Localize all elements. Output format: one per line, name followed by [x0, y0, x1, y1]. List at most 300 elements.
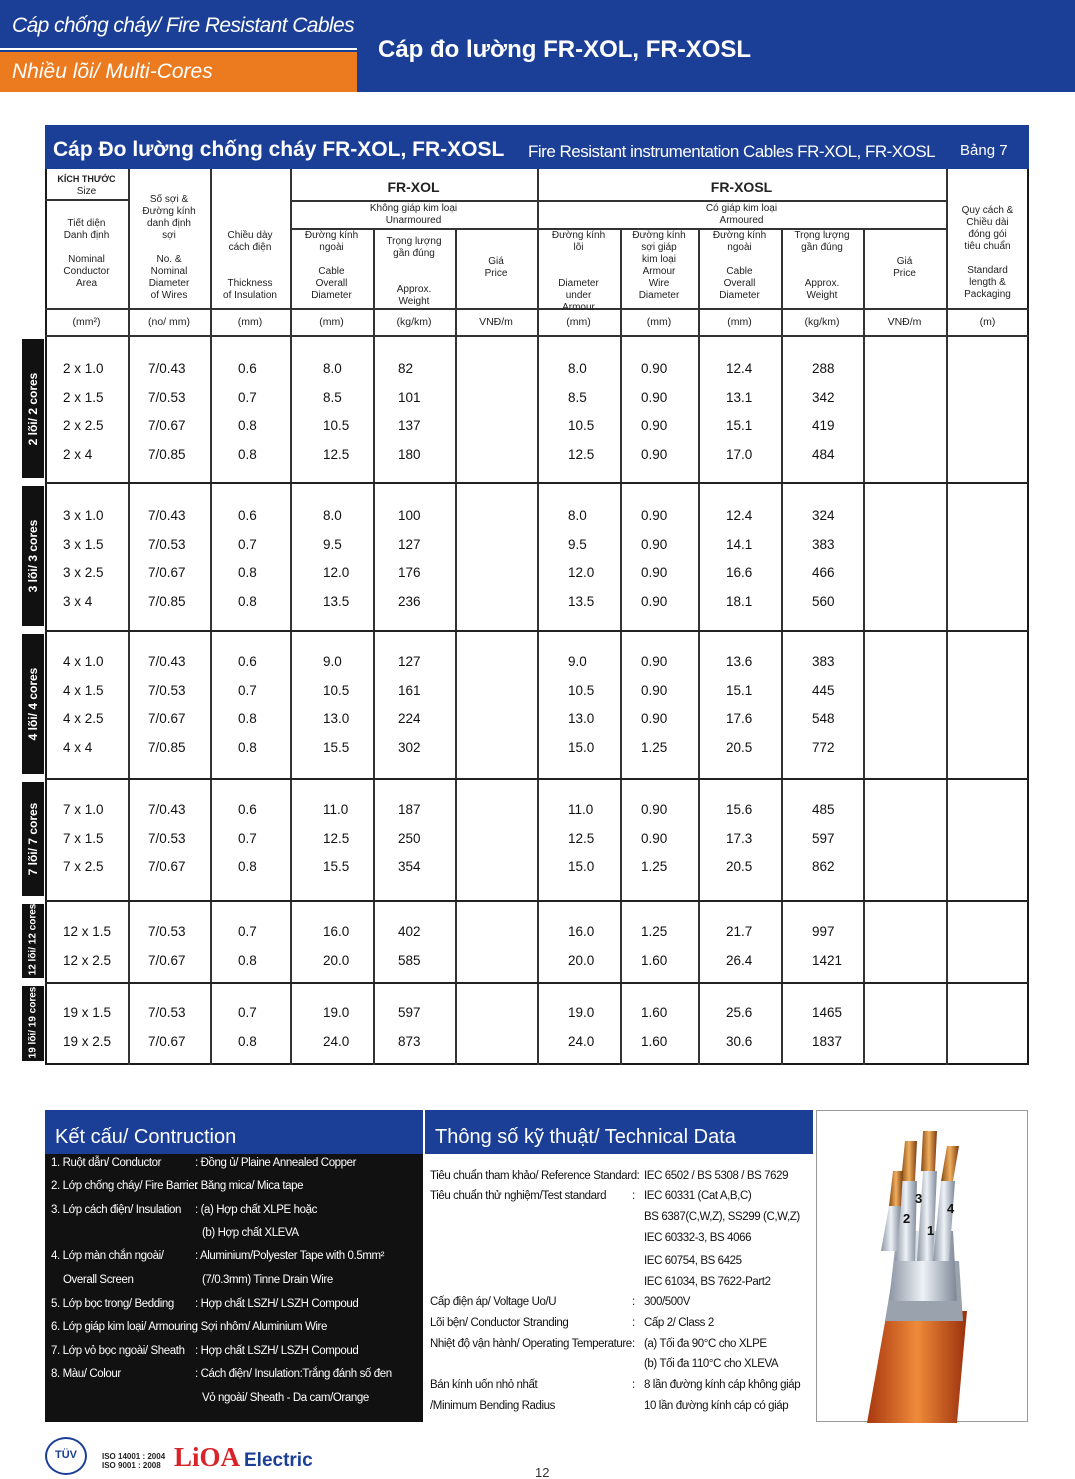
table-cell: 2 x 4: [63, 446, 93, 462]
header-text: tiêu chuẩn: [964, 241, 1011, 252]
header-text: [946, 253, 1029, 265]
header-text: Weight: [398, 296, 430, 307]
header-text: Conductor: [63, 266, 110, 277]
table-cell: 0.90: [641, 446, 668, 462]
header-text: ngoài: [727, 242, 752, 253]
unit-label: (mm²): [72, 316, 101, 328]
table-cell: 15.0: [568, 739, 595, 755]
table-cell: 24.0: [323, 1033, 350, 1049]
header-text: Overall: [723, 278, 756, 289]
header-text: Diameter: [311, 290, 352, 301]
header-text: Đường kính: [142, 206, 196, 217]
table-cell: 342: [812, 389, 835, 405]
tuv-text: TÜV: [55, 1449, 77, 1461]
table-cell: 324: [812, 508, 835, 523]
table-cell: 16.0: [323, 924, 350, 939]
construction-value: : Sợi nhôm/ Aluminium Wire: [195, 1321, 327, 1333]
table-cell: 7/0.53: [148, 682, 186, 698]
table-cell: 1.25: [641, 739, 668, 755]
table-cell: 862: [812, 859, 835, 875]
construction-item: 2. Lớp chống cháy/ Fire Barrier: [51, 1180, 198, 1192]
table-cell: 19 x 2.5: [63, 1033, 112, 1049]
group-label: 2 lõi/ 2 cores: [26, 372, 40, 445]
table-cell: 18.1: [726, 593, 753, 609]
table-cell: 7 x 1.0: [63, 802, 104, 817]
technical-value: BS 6387(C,W,Z), SS299 (C,W,Z): [644, 1211, 800, 1223]
table-cell: 15.5: [323, 859, 350, 875]
table-cell: 17.6: [726, 711, 753, 727]
unit-label: (mm): [237, 316, 263, 328]
lioa-electric: Electric: [244, 1450, 313, 1471]
table-cell: 7 x 1.5: [63, 830, 104, 846]
table-cell: 4 x 2.5: [63, 711, 104, 727]
table-cell: 597: [398, 1005, 421, 1020]
header-text: Approx.: [804, 278, 840, 289]
technical-value: 300/500V: [644, 1296, 691, 1308]
header-text: [210, 254, 290, 266]
table-cell: 0.90: [641, 508, 668, 523]
table-cell: 127: [398, 536, 421, 552]
group-divider: [45, 482, 1029, 484]
table-cell: 9.5: [323, 536, 342, 552]
column-divider: [373, 228, 375, 1065]
header-text: Unarmoured: [385, 215, 442, 226]
construction-item: 1. Ruột dẫn/ Conductor: [51, 1157, 162, 1169]
table-cell: 0.8: [238, 593, 257, 609]
table-cell: 7/0.53: [148, 924, 186, 939]
header-text: Đường kính: [304, 230, 359, 241]
table-cell: 12.5: [323, 446, 350, 462]
header-text: Price: [484, 268, 508, 279]
table-cell: 20.0: [323, 952, 350, 968]
table-cell: 0.8: [238, 418, 257, 434]
table-subtitle: Fire Resistant instrumentation Cables FR-XOL, FR-XOSL: [528, 142, 936, 161]
table-cell: 8.0: [323, 508, 342, 523]
table-cell: 7/0.67: [148, 418, 186, 434]
table-cell: 7/0.67: [148, 711, 186, 727]
table-cell: 26.4: [726, 952, 753, 968]
table-cell: 7/0.43: [148, 802, 186, 817]
unit-label: (kg/km): [396, 316, 432, 328]
table-cell: 7/0.67: [148, 1033, 186, 1049]
table-cell: 15.6: [726, 802, 753, 817]
technical-value: IEC 60332-3, BS 4066: [644, 1232, 752, 1244]
table-cell: 0.8: [238, 739, 257, 755]
wires-header: [128, 194, 210, 302]
table-cell: 19.0: [568, 1005, 595, 1020]
table-cell: 15.0: [568, 859, 595, 875]
table-cell: 2 x 2.5: [63, 418, 104, 434]
technical-value: (b) Tối đa 110°C cho XLEVA: [644, 1358, 779, 1370]
table-cell: 13.6: [726, 654, 753, 669]
technical-item: Bán kính uốn nhỏ nhất: [430, 1379, 538, 1391]
table-cell: 11.0: [323, 802, 349, 817]
xosl-core-header: [537, 230, 620, 314]
table-cell: 20.5: [726, 859, 753, 875]
table-cell: 11.0: [568, 802, 594, 817]
area-header: [45, 218, 128, 290]
table-cell: 20.5: [726, 739, 753, 755]
unit-label: (mm): [319, 316, 344, 328]
header-text: Đường kính: [712, 230, 767, 241]
table-cell: 0.90: [641, 682, 668, 698]
header-text: Không giáp kim loại: [369, 203, 458, 214]
iso-9001: ISO 9001 : 2008: [102, 1461, 161, 1470]
table-cell: 302: [398, 739, 421, 755]
table-cell: 402: [398, 924, 421, 939]
table-cell: 13.0: [568, 711, 595, 727]
table-cell: 16.6: [726, 565, 753, 581]
subcategory-label: [0, 52, 357, 92]
table-cell: 585: [398, 952, 421, 968]
table-cell: 466: [812, 565, 835, 581]
header-text: Weight: [806, 290, 838, 301]
header-text: Tiết diện: [67, 218, 106, 229]
table-cell: 8.0: [568, 508, 587, 523]
table-cell: 3 x 1.5: [63, 536, 104, 552]
header-text: Nominal: [150, 266, 188, 277]
header-text: [373, 272, 455, 284]
header-text: Armour: [562, 302, 595, 313]
header-text: sợi: [162, 230, 176, 241]
header-divider: [290, 200, 946, 202]
table-cell: 7/0.43: [148, 361, 186, 376]
technical-colon: :: [632, 1338, 635, 1350]
technical-item: Nhiệt độ vận hành/ Operating Temperature: [430, 1338, 632, 1350]
construction-item: 3. Lớp cách điện/ Insulation: [51, 1204, 181, 1216]
header-text: gần đúng: [801, 242, 843, 253]
header-text: Chiều dài: [966, 217, 1009, 228]
technical-item: Tiêu chuẩn tham khảo/ Reference Standard:: [430, 1170, 640, 1182]
construction-value: Vỏ ngoài/ Sheath - Da cam/Orange: [202, 1392, 369, 1404]
column-divider: [863, 228, 865, 1065]
header-text: Danh định: [63, 230, 110, 241]
size-title: KÍCH THƯỚC: [57, 174, 116, 184]
table-cell: 13.5: [323, 593, 350, 609]
table-cell: 7/0.85: [148, 593, 186, 609]
table-cell: 772: [812, 739, 835, 755]
table-cell: 250: [398, 830, 421, 846]
table-cell: 383: [812, 536, 835, 552]
table-cell: 354: [398, 859, 421, 875]
table-cell: 176: [398, 565, 421, 581]
header-text: sợi giáp: [641, 242, 677, 253]
table-cell: 7/0.43: [148, 654, 186, 669]
table-cell: 20.0: [568, 952, 595, 968]
header-text: lõi: [573, 242, 584, 253]
header-text: [781, 266, 863, 278]
lioa-logo: LiOA: [174, 1442, 241, 1472]
header-text: Diameter: [558, 278, 599, 289]
table-cell: 10.5: [323, 682, 350, 698]
technical-value: 8 lần đường kính cáp không giáp: [644, 1379, 801, 1391]
table-cell: 0.8: [238, 952, 257, 968]
header-text: Cable: [726, 266, 753, 277]
table-cell: 383: [812, 654, 835, 669]
table-cell: 0.8: [238, 1033, 257, 1049]
table-cell: 1421: [812, 952, 843, 968]
table-cell: 0.7: [238, 1005, 257, 1020]
insulation-header: [210, 230, 290, 302]
header-text: Armoured: [719, 215, 764, 226]
construction-value: : Hợp chất LSZH/ LSZH Compoud: [195, 1298, 359, 1310]
table-cell: 9.0: [568, 654, 587, 669]
table-cell: 0.90: [641, 593, 668, 609]
table-cell: 288: [812, 361, 835, 376]
figure-label-4: 4: [947, 1201, 955, 1216]
header-text: Thickness: [227, 278, 273, 289]
group-divider: [45, 982, 1029, 984]
table-cell: 2 x 1.5: [63, 389, 104, 405]
table-cell: 14.1: [726, 536, 753, 552]
table-cell: 7/0.67: [148, 859, 186, 875]
table-cell: 0.90: [641, 654, 668, 669]
header-text: đóng gói: [968, 229, 1007, 240]
table-cell: 0.90: [641, 536, 668, 552]
unit-label: VNĐ/m: [479, 316, 513, 328]
table-cell: 597: [812, 830, 835, 846]
table-cell: 1.25: [641, 859, 668, 875]
table-cell: 30.6: [726, 1033, 753, 1049]
column-divider: [781, 228, 783, 1065]
header-text: [781, 254, 863, 266]
subcategory-text: Nhiều lõi/ Multi-Cores: [12, 60, 213, 83]
table-cell: 0.7: [238, 924, 257, 939]
technical-title: Thông số kỹ thuật/ Technical Data: [425, 1110, 813, 1154]
group-label: 19 lõi/ 19 cores: [27, 986, 39, 1058]
construction-value: : Aluminium/Polyester Tape with 0.5mm²: [195, 1250, 385, 1262]
table-cell: 8.0: [568, 361, 587, 376]
table-cell: 0.8: [238, 859, 257, 875]
table-cell: 12.4: [726, 361, 753, 376]
group-divider: [45, 778, 1029, 780]
table-cell: 0.7: [238, 830, 257, 846]
table-cell: 0.6: [238, 654, 257, 669]
table-cell: 3 x 2.5: [63, 565, 104, 581]
table-cell: 1.60: [641, 1005, 668, 1020]
header-text: Diameter: [638, 290, 680, 301]
group-divider: [45, 900, 1029, 902]
xosl-price-header: [863, 256, 946, 280]
unit-label: (mm): [646, 316, 672, 328]
table-cell: 9.0: [323, 654, 342, 669]
group-label: 3 lõi/ 3 cores: [26, 519, 40, 593]
header-text: [537, 254, 620, 266]
unit-label: (m): [979, 316, 996, 328]
table-cell: 0.8: [238, 446, 257, 462]
header-text: under: [565, 290, 592, 301]
construction-value: : Hợp chất LSZH/ LSZH Compoud: [195, 1345, 359, 1357]
figure-label-3: 3: [915, 1191, 923, 1206]
table-cell: 13.5: [568, 593, 595, 609]
table-cell: 0.6: [238, 361, 257, 376]
table-cell: 1465: [812, 1005, 843, 1020]
construction-value: : Đồng ủ/ Plaine Annealed Copper: [195, 1157, 357, 1169]
table-cell: 10.5: [323, 418, 350, 434]
table-cell: 445: [812, 682, 835, 698]
table-cell: 8.5: [568, 389, 587, 405]
construction-value: : Băng mica/ Mica tape: [195, 1180, 304, 1192]
technical-value: IEC 6502 / BS 5308 / BS 7629: [644, 1170, 789, 1182]
header-text: length &: [969, 277, 1006, 288]
table-cell: 0.90: [641, 711, 668, 727]
table-cell: 24.0: [568, 1033, 595, 1049]
technical-value: IEC 60331 (Cat A,B,C): [644, 1190, 752, 1202]
table-cell: 1837: [812, 1033, 843, 1049]
technical-value: IEC 61034, BS 7622-Part2: [644, 1276, 771, 1288]
construction-title: Kết cấu/ Contruction: [45, 1110, 423, 1154]
header-text: Đường kính: [551, 230, 606, 241]
iso-14001: ISO 14001 : 2004: [102, 1452, 166, 1461]
unit-label: (mm): [727, 316, 752, 328]
table-cell: 1.25: [641, 924, 668, 939]
table-cell: 236: [398, 593, 421, 609]
table-cell: 560: [812, 593, 835, 609]
table-cell: 0.6: [238, 802, 257, 817]
table-cell: 0.8: [238, 565, 257, 581]
technical-value: IEC 60754, BS 6425: [644, 1255, 742, 1267]
table-cell: 0.8: [238, 711, 257, 727]
table-cell: 0.90: [641, 830, 668, 846]
table-cell: 21.7: [726, 924, 753, 939]
table-cell: 7/0.53: [148, 389, 186, 405]
table-cell: 187: [398, 802, 421, 817]
construction-item: 7. Lớp vỏ bọc ngoài/ Sheath: [51, 1345, 185, 1357]
xol-price-header: [455, 256, 537, 280]
header-text: Diameter: [719, 290, 760, 301]
xosl-weight-header: [781, 230, 863, 302]
table-cell: 7/0.53: [148, 536, 186, 552]
table-cell: 0.90: [641, 418, 668, 434]
column-divider: [620, 228, 622, 1065]
table-cell: 1.60: [641, 952, 668, 968]
table-cell: 0.7: [238, 389, 257, 405]
table-cell: 7/0.53: [148, 830, 186, 846]
table-cell: 17.0: [726, 446, 753, 462]
header-text: Approx.: [396, 284, 432, 295]
table-cell: 19.0: [323, 1005, 350, 1020]
table-cell: 12.0: [323, 565, 350, 581]
table-cell: 997: [812, 924, 835, 939]
category-text: Cáp chống cháy/ Fire Resistant Cables: [12, 14, 354, 37]
header-text: Area: [75, 278, 98, 289]
header-text: Số sợi &: [149, 194, 189, 205]
table-cell: 3 x 4: [63, 593, 93, 609]
fr-xosl-header: FR-XOSL: [710, 179, 773, 195]
header-text: Nominal: [68, 254, 105, 265]
header-text: Price: [893, 268, 916, 279]
size-sub: Size: [76, 186, 97, 197]
table-cell: 10.5: [568, 682, 595, 698]
construction-value: (7/0.3mm) Tinne Drain Wire: [202, 1274, 333, 1286]
construction-item: 6. Lớp giáp kim loại/ Armouring: [51, 1321, 198, 1333]
header-divider: [45, 335, 1029, 337]
table-cell: 9.5: [568, 536, 587, 552]
table-title: Cáp Đo lường chống cháy FR-XOL, FR-XOSL: [53, 138, 505, 161]
unit-label: VNĐ/m: [887, 316, 922, 328]
page-number: 12: [535, 1465, 550, 1479]
header-text: [290, 254, 373, 266]
header-text: [210, 266, 290, 278]
construction-item: 5. Lớp bọc trong/ Bedding: [51, 1298, 174, 1310]
technical-item: Cấp điện áp/ Voltage Uo/U: [430, 1296, 557, 1308]
construction-item: Overall Screen: [63, 1274, 134, 1286]
table-cell: 25.6: [726, 1005, 753, 1020]
unit-label: (no/ mm): [148, 316, 190, 328]
header-text: cách điện: [228, 242, 272, 253]
table-cell: 7/0.67: [148, 565, 186, 581]
group-divider: [45, 630, 1029, 632]
table-number: Bảng 7: [960, 142, 1008, 159]
table-cell: 7/0.53: [148, 1005, 186, 1020]
table-cell: 82: [398, 361, 414, 376]
cable-figure: [816, 1110, 1028, 1422]
technical-item: /Minimum Bending Radius: [430, 1400, 556, 1412]
header-text: Packaging: [964, 289, 1011, 300]
xol-weight-header: [373, 236, 455, 308]
packaging-header: [946, 205, 1029, 301]
header-text: Standard: [967, 265, 1008, 276]
table-cell: 161: [398, 682, 421, 698]
technical-value: 10 lần đường kính cáp có giáp: [644, 1400, 789, 1412]
header-text: of Insulation: [223, 290, 277, 301]
table-cell: 17.3: [726, 830, 753, 846]
table-cell: 15.1: [726, 682, 753, 698]
header-text: [45, 242, 128, 254]
tuv-logo: [45, 1437, 87, 1475]
table-cell: 12 x 1.5: [63, 924, 112, 939]
table-cell: 0.6: [238, 508, 257, 523]
table-cell: 16.0: [568, 924, 595, 939]
header-text: [373, 260, 455, 272]
table-cell: 1.60: [641, 1033, 668, 1049]
header-text: Overall: [315, 278, 348, 289]
construction-value: : (a) Hợp chất XLPE hoặc: [195, 1204, 317, 1216]
fr-xosl-sub: [537, 203, 946, 227]
header-divider: [45, 199, 128, 201]
table-cell: 13.1: [726, 389, 753, 405]
header-text: ngoài: [319, 242, 344, 253]
technical-item: Lõi bện/ Conductor Stranding: [430, 1317, 569, 1329]
technical-item: Tiêu chuẩn thử nghiệm/Test standard: [430, 1190, 607, 1202]
table-cell: 12.5: [568, 830, 595, 846]
header-text: gần đúng: [393, 248, 435, 259]
group-label: 4 lõi/ 4 cores: [26, 667, 40, 741]
header-text: [537, 266, 620, 278]
header-text: Đường kính: [632, 230, 686, 241]
table-cell: 873: [398, 1033, 421, 1049]
xosl-diameter-header: [698, 230, 781, 302]
table-cell: 15.1: [726, 418, 753, 434]
header-text: danh định: [147, 218, 191, 229]
table-cell: 10.5: [568, 418, 595, 434]
table-cell: 12.5: [323, 830, 350, 846]
header-text: [698, 254, 781, 266]
table-cell: 13.0: [323, 711, 350, 727]
table-cell: 127: [398, 654, 421, 669]
table-cell: 7/0.43: [148, 508, 186, 523]
figure-label-2: 2: [903, 1211, 911, 1226]
technical-value: Cấp 2/ Class 2: [644, 1317, 714, 1329]
table-cell: 7/0.67: [148, 952, 186, 968]
xol-diameter-header: [290, 230, 373, 302]
table-cell: 2 x 1.0: [63, 361, 104, 376]
table-cell: 4 x 1.0: [63, 654, 104, 669]
header-text: No. &: [156, 254, 182, 265]
technical-colon: :: [632, 1190, 635, 1202]
header-text: Giá: [488, 256, 504, 267]
header-text: Trọng lượng: [794, 230, 850, 241]
